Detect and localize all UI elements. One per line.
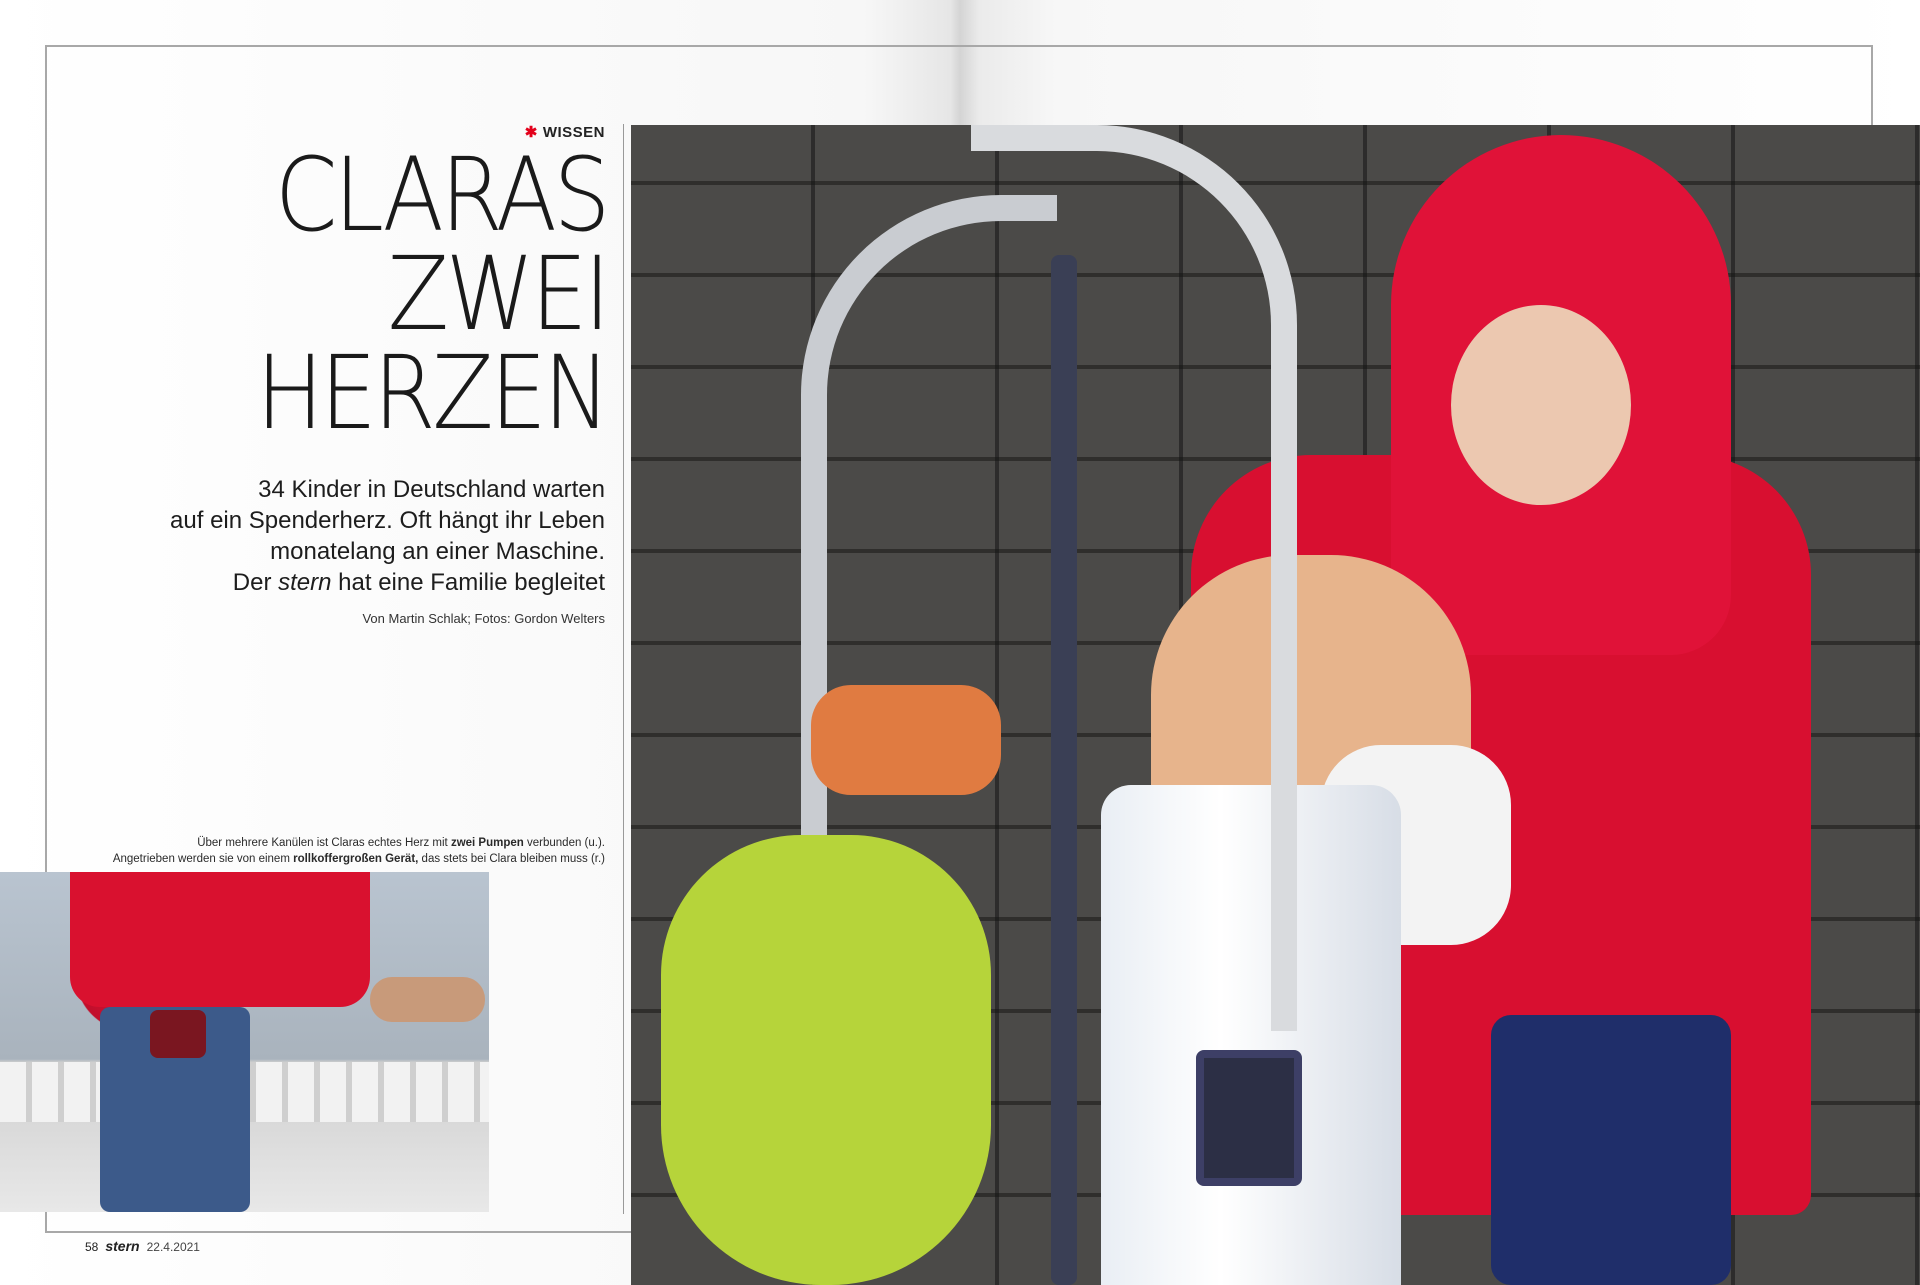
dek-line-2: auf ein Spenderherz. Oft hängt ihr Leben — [170, 507, 605, 534]
stern-star-icon: ✱ — [524, 124, 538, 141]
main-photo-child-face — [1451, 305, 1631, 505]
headline-line-1: CLARAS — [274, 136, 607, 255]
section-label: WISSEN — [542, 124, 605, 141]
main-photo-blue-blanket — [1491, 1015, 1731, 1285]
caption-line-1 — [5, 835, 605, 851]
caption-text: verbunden (u.). — [523, 837, 605, 849]
column-divider — [623, 124, 624, 1214]
magazine-brand: stern — [105, 1238, 140, 1254]
caption-text: Angetrieben werden sie von einem — [112, 853, 294, 865]
article-dek — [45, 474, 605, 598]
dek-line-4-end: hat eine Familie begleitet — [331, 569, 605, 596]
headline-line-3: HERZEN — [256, 334, 607, 453]
page-number: 58 — [85, 1240, 99, 1254]
main-photo-device-screen — [1196, 1050, 1302, 1186]
main-photo-duck-feet — [811, 685, 1001, 795]
headline-line-2: ZWEI — [387, 235, 607, 354]
main-photo-plush-duck — [661, 835, 991, 1285]
main-photo-tube-right — [971, 125, 1297, 1031]
dek-line-1: 34 Kinder in Deutschland warten — [258, 476, 605, 503]
page-folio — [85, 1238, 200, 1254]
byline: Von Martin Schlak; Fotos: Gordon Welters — [362, 611, 605, 626]
dek-line-4-start: Der — [232, 569, 279, 596]
main-photo-clara-with-device — [631, 125, 1920, 1285]
dek-line-3: monatelang an einer Maschine. — [270, 538, 605, 565]
inset-photo-red-jacket — [70, 872, 370, 1007]
dek-line-4 — [45, 567, 605, 598]
photo-caption — [5, 835, 605, 867]
caption-text: das stets bei Clara bleiben muss (r.) — [418, 853, 605, 865]
caption-line-2 — [5, 851, 605, 867]
dek-magazine-name: stern — [278, 569, 332, 596]
caption-emphasis: zwei Pumpen — [450, 837, 524, 849]
article-headline — [114, 136, 607, 453]
inset-photo-pump — [150, 1010, 206, 1058]
caption-text: Über mehrere Kanülen ist Claras echtes Herz mit — [197, 837, 451, 849]
issue-date: 22.4.2021 — [146, 1240, 200, 1254]
caption-emphasis: rollkoffergroßen Gerät, — [293, 853, 419, 865]
inset-photo-adult-hand — [370, 977, 485, 1022]
inset-photo-child-with-pumps — [0, 872, 489, 1212]
